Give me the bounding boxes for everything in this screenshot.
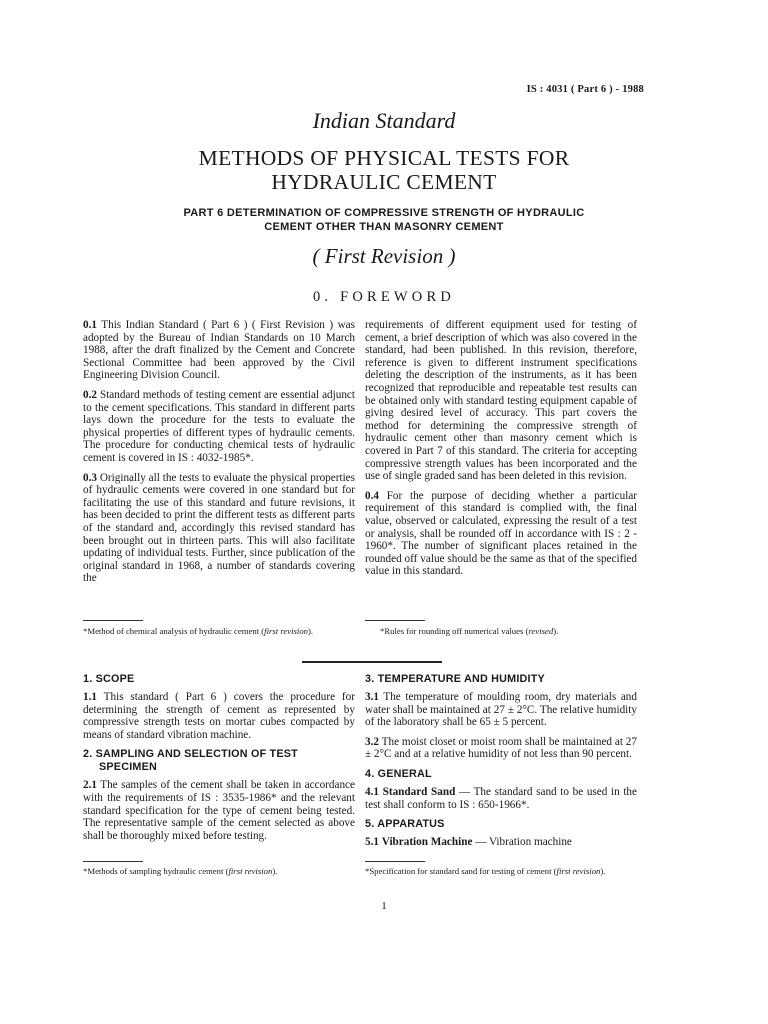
clause-1-1: 1.1 This standard ( Part 6 ) covers the procedure for determining the strength of cement as represented by compressive strength tests on mortar cubes compacted by means of standard vibration machine. bbox=[83, 691, 355, 741]
standard-label: Indian Standard bbox=[312, 108, 456, 133]
part-subtitle-line-2: CEMENT OTHER THAN MASONRY CEMENT bbox=[264, 221, 504, 233]
main-right-column bbox=[365, 673, 637, 856]
document-reference: IS : 4031 ( Part 6 ) - 1988 bbox=[526, 84, 644, 95]
footnote-rule-right bbox=[365, 620, 425, 621]
foreword-left-column bbox=[83, 319, 355, 592]
clause-3-1: 3.1 The temperature of moulding room, dry materials and water shall be maintained at 27 ± 2°C. The relative humidity of the laboratory shall be 65 ± 5 percent. bbox=[365, 691, 637, 729]
scope-heading: 1. SCOPE bbox=[83, 673, 135, 685]
footnote-right: *Rules for rounding off numerical values (revised). bbox=[380, 626, 559, 636]
paragraph-0-3-continued: requirements of different equipment used for testing of cement, a brief description of which was also covered in the standard, had been published. In this revision, therefore, reference is given to different instrument specifications deleting the description of the instruments, as it has been recognized that reproducible and repeatable test results can be obtained only with standard testing equipment capable of giving desired level of accuracy. This part covers the method for determining the compressive strength of hydraulic cement other than masonry cement which is covered in Part 7 of this standard. The criteria for accepting compressive strength values has been incorporated and the use of single graded sand has been deleted in this revision. bbox=[365, 319, 637, 483]
footnote-rule-left bbox=[83, 620, 143, 621]
temperature-heading: 3. TEMPERATURE AND HUMIDITY bbox=[365, 673, 545, 685]
part-subtitle-line-1: PART 6 DETERMINATION OF COMPRESSIVE STRENGTH OF HYDRAULIC bbox=[183, 207, 585, 219]
main-left-column bbox=[83, 673, 355, 849]
revision-label: ( First Revision ) bbox=[312, 244, 456, 268]
apparatus-heading: 5. APPARATUS bbox=[365, 818, 445, 831]
foreword-heading-text: FOREWORD bbox=[340, 289, 456, 305]
general-heading: 4. GENERAL bbox=[365, 767, 432, 780]
footnote-sand: *Specification for standard sand for testing of cement (first revision). bbox=[365, 866, 606, 876]
clause-3-2: 3.2 The moist closet or moist room shall be maintained at 27 ± 2°C and at a relative humidity of not less than 90 percent. bbox=[365, 735, 637, 761]
part-subtitle bbox=[0, 206, 768, 234]
footnote-rule-sampling bbox=[83, 861, 143, 862]
paragraph-0-1: 0.1 This Indian Standard ( Part 6 ) ( First Revision ) was adopted by the Bureau of Indian Standards on 10 March 1988, after the draft finalized by the Cement and Concrete Sectional Committee had been approved by the Civil Engineering Division Council. bbox=[83, 319, 355, 382]
foreword-heading-number: 0. bbox=[312, 289, 333, 305]
foreword-heading bbox=[0, 289, 768, 306]
paragraph-0-4: 0.4 For the purpose of deciding whether a particular requirement of this standard is complied with, the final value, observed or calculated, expressing the result of a test or analysis, shall be rounded off in accordance with IS : 2 - 1960*. The number of significant places retained in the rounded off value should be the same as that of the specified value in this standard. bbox=[365, 489, 638, 578]
title-line-2: HYDRAULIC CEMENT bbox=[271, 170, 497, 194]
sampling-heading: 2. SAMPLING AND SELECTION OF TEST SPECIMEN bbox=[83, 748, 298, 774]
title-line-1: METHODS OF PHYSICAL TESTS FOR bbox=[198, 146, 570, 170]
clause-2-1: 2.1 The samples of the cement shall be taken in accordance with the requirements of IS : 3535-1986* and the relevant standard specification for the type of cement being tested. The representative sample of the cement selected as above shall be thoroughly mixed before testing. bbox=[83, 779, 355, 842]
page-number: 1 bbox=[381, 900, 387, 912]
section-divider bbox=[302, 661, 442, 663]
paragraph-0-3: 0.3 Originally all the tests to evaluate the physical properties of hydraulic cements were covered in one standard but for facilitating the use of this standard and future revisions, it has been decided to print the different tests as different parts of the standard and, accordingly this revised standard has been brought out in thirteen parts. This will also facilitate updating of individual tests. Further, since publication of the original standard in 1968, a number of standards covering the bbox=[83, 471, 355, 585]
footnote-sampling: *Methods of sampling hydraulic cement (first revision). bbox=[83, 866, 278, 876]
footnote-left: *Method of chemical analysis of hydraulic cement (first revision). bbox=[83, 626, 314, 636]
clause-4-1: 4.1 Standard Sand — The standard sand to be used in the test shall conform to IS : 650-1966*. bbox=[365, 785, 637, 811]
clause-5-1: 5.1 Vibration Machine — Vibration machine bbox=[365, 836, 572, 849]
footnote-rule-sand bbox=[365, 861, 425, 862]
foreword-right-column bbox=[365, 319, 637, 585]
paragraph-0-2: 0.2 Standard methods of testing cement are essential adjunct to the cement specifications. This standard in different parts lays down the procedure for the tests to evaluate the physical properties of different types of hydraulic cements. The procedure for conducting chemical tests of hydraulic cement is covered in IS : 4032-1985*. bbox=[83, 388, 356, 464]
